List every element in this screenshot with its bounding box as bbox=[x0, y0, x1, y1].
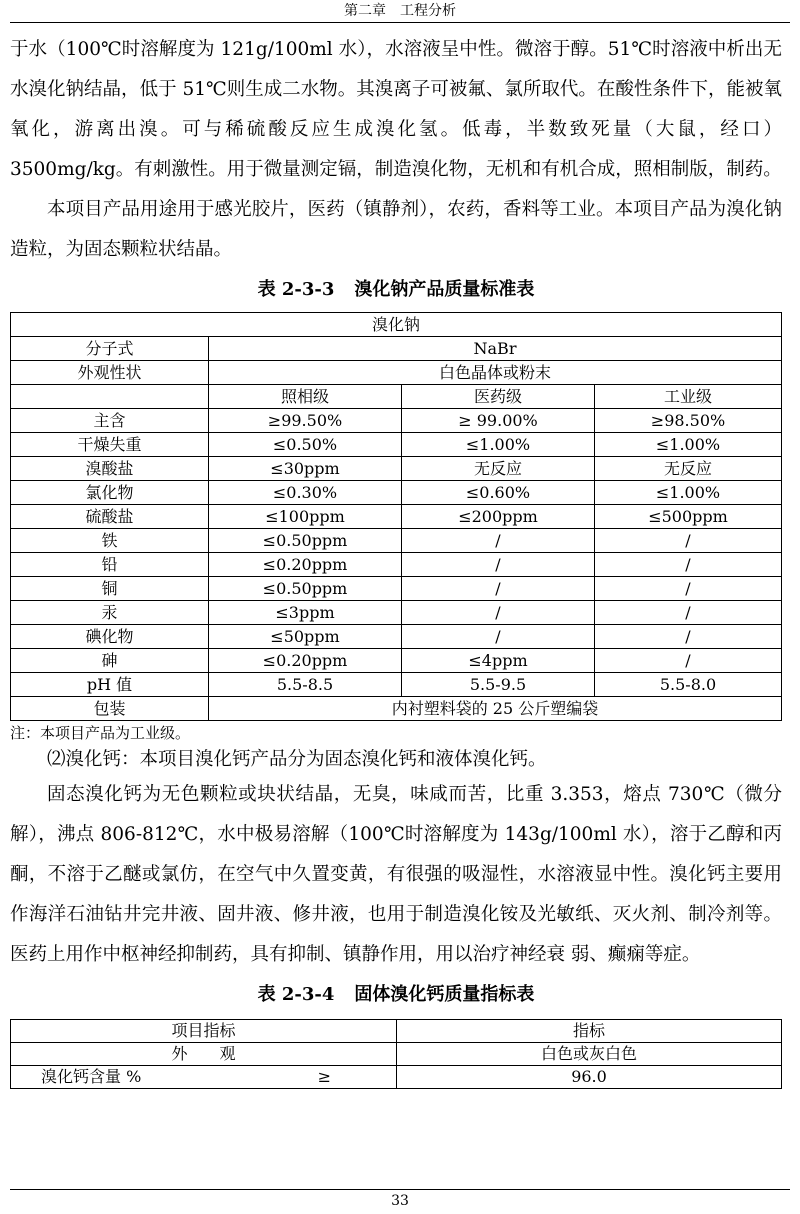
paragraph-cabr2-intro: ⑵溴化钙：本项目溴化钙产品分为固态溴化钙和液体溴化钙。 bbox=[47, 749, 547, 770]
page-content bbox=[10, 30, 782, 1089]
value-cell: ≤30ppm bbox=[209, 457, 402, 481]
paragraph-cabr2-properties: 固态溴化钙为无色颗粒或块状结晶，无臭，味咸而苦，比重 3.353，熔点 730℃（微分解），沸点 806-812℃，水中极易溶解（100℃时溶解度为 143g/100ml 水），溶于乙醇和丙酮，不溶于乙醚或氯仿，在空气中久置变黄，有很强的吸湿性，水溶液显中性。溴化钙主要用作海洋石油钻井完井液、固井液、修井液，也用于制造溴化铵及光敏纸、灭火剂、制冷剂等。医药上用作中枢神经抑制药，具有抑制、镇静作用，用以治疗神经衰 弱、癫痫等症。 bbox=[10, 784, 782, 965]
chapter-title: 工程分析 bbox=[400, 3, 456, 19]
table-row bbox=[11, 433, 782, 457]
grade-header: 工业级 bbox=[595, 385, 782, 409]
table-row bbox=[11, 529, 782, 553]
item-label: 外 观 bbox=[171, 1044, 236, 1063]
value-cell: 无反应 bbox=[595, 457, 782, 481]
value-cell: 5.5-8.0 bbox=[595, 673, 782, 697]
table-row bbox=[11, 313, 782, 337]
item-header: 项目指标 bbox=[11, 1020, 397, 1043]
value-cell: ≤50ppm bbox=[209, 625, 402, 649]
table-row bbox=[11, 385, 782, 409]
page-number: 33 bbox=[391, 1193, 409, 1209]
value-cell: / bbox=[402, 553, 595, 577]
value-cell: 5.5-8.5 bbox=[209, 673, 402, 697]
value-cell: 白色或灰白色 bbox=[397, 1043, 782, 1066]
table1-note: 注：本项目产品为工业级。 bbox=[10, 724, 191, 742]
value-cell: / bbox=[402, 625, 595, 649]
item-cell: 主含 bbox=[11, 409, 209, 433]
value-header: 指标 bbox=[397, 1020, 782, 1043]
table2-number: 表 2-3-4 bbox=[257, 984, 335, 1005]
grade-header: 医药级 bbox=[402, 385, 595, 409]
value-cell: ≤1.00% bbox=[595, 433, 782, 457]
value-cell: / bbox=[595, 649, 782, 673]
value-cell: ≤4ppm bbox=[402, 649, 595, 673]
value-cell: 5.5-9.5 bbox=[402, 673, 595, 697]
table-row bbox=[11, 649, 782, 673]
product-name-cell: 溴化钠 bbox=[11, 313, 782, 337]
table-row bbox=[11, 1020, 782, 1043]
item-cell: 铁 bbox=[11, 529, 209, 553]
table-row bbox=[11, 409, 782, 433]
table-row bbox=[11, 361, 782, 385]
table2-caption bbox=[10, 975, 782, 1015]
value-cell: ≤200ppm bbox=[402, 505, 595, 529]
item-cell: 铜 bbox=[11, 577, 209, 601]
page-footer bbox=[10, 1189, 790, 1214]
item-cell: 汞 bbox=[11, 601, 209, 625]
table-row bbox=[11, 553, 782, 577]
item-symbol: ≥ bbox=[317, 1067, 331, 1086]
table-row bbox=[11, 601, 782, 625]
table-row bbox=[11, 577, 782, 601]
nabr-quality-table bbox=[10, 312, 782, 721]
value-cell: ≤0.20ppm bbox=[209, 649, 402, 673]
item-label: 溴化钙含量 % bbox=[41, 1067, 142, 1086]
table-row bbox=[11, 1066, 782, 1089]
table-row bbox=[11, 625, 782, 649]
paragraph-nabr-uses: 本项目产品用途用于感光胶片，医药（镇静剂），农药，香料等工业。本项目产品为溴化钠造粒，为固态颗粒状结晶。 bbox=[10, 199, 782, 260]
value-cell: ≤0.50% bbox=[209, 433, 402, 457]
value-cell: ≤1.00% bbox=[402, 433, 595, 457]
value-cell: ≥ 99.00% bbox=[402, 409, 595, 433]
value-cell: ≤500ppm bbox=[595, 505, 782, 529]
value-cell: / bbox=[402, 529, 595, 553]
paragraph-nabr-properties: 于水（100℃时溶解度为 121g/100ml 水），水溶液呈中性。微溶于醇。51℃时溶液中析出无水溴化钠结晶，低于 51℃则生成二水物。其溴离子可被氟、氯所取代。在酸性条件下，能被氧氧化，游离出溴。可与稀硫酸反应生成溴化氢。低毒，半数致死量（大鼠，经口）3500mg/kg。有刺激性。用于微量测定镉，制造溴化物，无机和有机合成，照相制版，制药。 bbox=[10, 39, 782, 180]
table-row bbox=[11, 505, 782, 529]
table-row bbox=[11, 457, 782, 481]
item-cell: pH 值 bbox=[11, 673, 209, 697]
value-cell: / bbox=[595, 553, 782, 577]
table-row bbox=[11, 337, 782, 361]
appearance-value: 白色晶体或粉末 bbox=[209, 361, 782, 385]
value-cell: ≥99.50% bbox=[209, 409, 402, 433]
table-row bbox=[11, 673, 782, 697]
table1-number: 表 2-3-3 bbox=[257, 279, 335, 300]
value-cell: ≤3ppm bbox=[209, 601, 402, 625]
table1-title: 溴化钠产品质量标准表 bbox=[354, 279, 535, 300]
value-cell: ≤100ppm bbox=[209, 505, 402, 529]
item-cell: 硫酸盐 bbox=[11, 505, 209, 529]
item-cell: 砷 bbox=[11, 649, 209, 673]
value-cell: / bbox=[595, 625, 782, 649]
value-cell: / bbox=[402, 601, 595, 625]
table-row bbox=[11, 697, 782, 721]
value-cell: 96.0 bbox=[397, 1066, 782, 1089]
value-cell: / bbox=[595, 529, 782, 553]
value-cell: 无反应 bbox=[402, 457, 595, 481]
appearance-label: 外观性状 bbox=[11, 361, 209, 385]
table-row bbox=[11, 481, 782, 505]
chapter-number: 第二章 bbox=[344, 3, 386, 19]
item-cell: 溴酸盐 bbox=[11, 457, 209, 481]
formula-value: NaBr bbox=[209, 337, 782, 361]
value-cell: ≥98.50% bbox=[595, 409, 782, 433]
page-header bbox=[10, 0, 790, 23]
value-cell: ≤0.60% bbox=[402, 481, 595, 505]
item-cell bbox=[11, 1043, 397, 1066]
grade-header-blank bbox=[11, 385, 209, 409]
cabr2-quality-table bbox=[10, 1019, 782, 1089]
item-cell bbox=[11, 1066, 397, 1089]
value-cell: / bbox=[595, 601, 782, 625]
table2-title: 固体溴化钙质量指标表 bbox=[354, 984, 535, 1005]
value-cell: / bbox=[402, 577, 595, 601]
value-cell: / bbox=[595, 577, 782, 601]
value-cell: ≤1.00% bbox=[595, 481, 782, 505]
value-cell: ≤0.50ppm bbox=[209, 577, 402, 601]
packaging-label: 包装 bbox=[11, 697, 209, 721]
value-cell: ≤0.20ppm bbox=[209, 553, 402, 577]
packaging-value: 内衬塑料袋的 25 公斤塑编袋 bbox=[209, 697, 782, 721]
item-cell: 干燥失重 bbox=[11, 433, 209, 457]
item-cell: 铅 bbox=[11, 553, 209, 577]
item-cell: 氯化物 bbox=[11, 481, 209, 505]
formula-label: 分子式 bbox=[11, 337, 209, 361]
value-cell: ≤0.50ppm bbox=[209, 529, 402, 553]
table1-caption bbox=[10, 270, 782, 310]
grade-header: 照相级 bbox=[209, 385, 402, 409]
item-cell: 碘化物 bbox=[11, 625, 209, 649]
table-row bbox=[11, 1043, 782, 1066]
value-cell: ≤0.30% bbox=[209, 481, 402, 505]
